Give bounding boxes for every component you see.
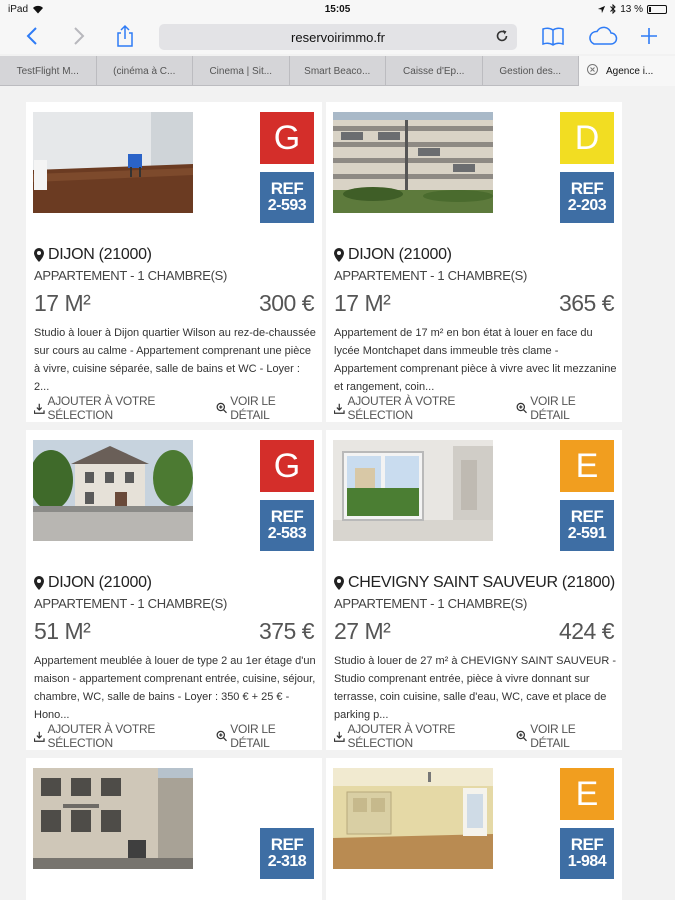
location-arrow-icon: [597, 5, 606, 14]
tab-label: Caisse d'Ep...: [403, 65, 465, 77]
clock: 15:05: [324, 3, 351, 15]
energy-rating-badge: E: [560, 440, 614, 492]
browser-toolbar: [0, 18, 675, 54]
view-detail-link[interactable]: [516, 394, 614, 422]
add-to-selection-label: AJOUTER À VOTRE SÉLECTION: [47, 722, 156, 750]
add-to-selection-link[interactable]: [334, 722, 516, 750]
reload-button[interactable]: [495, 29, 509, 46]
close-tab-button[interactable]: [587, 64, 598, 78]
new-tab-button[interactable]: [637, 24, 661, 48]
reference-badge: [560, 828, 614, 879]
download-icon: [334, 731, 345, 742]
reference-badge: [260, 500, 314, 551]
listing-city[interactable]: [34, 574, 152, 592]
tab-label: TestFlight M...: [16, 65, 79, 77]
view-detail-label: VOIR LE DÉTAIL: [530, 722, 576, 750]
ref-number: 2-583: [267, 525, 307, 543]
device-name: iPad: [8, 3, 29, 15]
listing-actions: [334, 722, 614, 750]
listing-photo[interactable]: [33, 440, 193, 541]
ref-label: REF: [570, 835, 604, 855]
bluetooth-icon: [610, 4, 616, 14]
reference-badge: [560, 172, 614, 223]
view-detail-link[interactable]: [216, 394, 314, 422]
city-label: DIJON (21000): [48, 246, 152, 263]
listing-card: [326, 430, 622, 750]
tab-label: Cinema | Sit...: [209, 65, 273, 77]
listing-photo[interactable]: [33, 768, 193, 869]
back-button[interactable]: [20, 24, 44, 48]
add-to-selection-label: AJOUTER À VOTRE SÉLECTION: [47, 394, 156, 422]
ref-label: REF: [570, 179, 604, 199]
zoom-in-icon: [516, 402, 527, 414]
city-label: DIJON (21000): [348, 246, 452, 263]
city-label: CHEVIGNY SAINT SAUVEUR (21800): [348, 574, 615, 591]
tab-caisse-epargne[interactable]: [386, 56, 483, 86]
listing-photo[interactable]: [333, 112, 493, 213]
add-to-selection-link[interactable]: [34, 394, 216, 422]
property-type: APPARTEMENT - 1 CHAMBRE(S): [34, 268, 228, 283]
share-icon: [115, 24, 135, 48]
tab-label: Smart Beaco...: [304, 65, 371, 77]
add-to-selection-link[interactable]: [334, 394, 516, 422]
ref-number: 2-591: [567, 525, 607, 543]
battery-percent: 13 %: [620, 3, 643, 15]
location-pin-icon: [334, 576, 344, 590]
surface-area: 51 M²: [34, 618, 91, 644]
rent-price: 375 €: [258, 618, 314, 644]
reload-icon: [495, 29, 509, 43]
property-type: APPARTEMENT - 1 CHAMBRE(S): [334, 596, 528, 611]
surface-area: 17 M²: [34, 290, 91, 316]
tab-cinema-search[interactable]: [97, 56, 194, 86]
location-pin-icon: [34, 576, 44, 590]
close-icon: [587, 64, 598, 75]
energy-rating-badge: G: [260, 112, 314, 164]
ref-number: 1-984: [567, 853, 607, 871]
address-bar[interactable]: [159, 24, 517, 50]
property-type: APPARTEMENT - 1 CHAMBRE(S): [34, 596, 228, 611]
tab-cinema-site[interactable]: [193, 56, 290, 86]
energy-rating-badge: D: [560, 112, 614, 164]
listing-card: [26, 102, 322, 422]
ref-label: REF: [270, 179, 304, 199]
share-button[interactable]: [113, 24, 137, 48]
wifi-icon: [32, 5, 44, 14]
listing-actions: [334, 394, 614, 422]
tab-label: (cinéma à C...: [113, 65, 176, 77]
listing-actions: [34, 722, 314, 750]
view-detail-label: VOIR LE DÉTAIL: [230, 722, 276, 750]
listing-description: Studio à louer à Dijon quartier Wilson au rez-de-chaussée sur cours au calme - Appartement comprenant une pièce à vivre, cuisine séparée, salle de bains et WC - Loyer : 2...: [34, 327, 316, 393]
zoom-in-icon: [216, 402, 227, 414]
download-icon: [334, 403, 345, 414]
listing-city[interactable]: [334, 574, 615, 592]
zoom-in-icon: [516, 730, 527, 742]
surface-area: 27 M²: [334, 618, 391, 644]
listing-card: [26, 758, 322, 900]
add-to-selection-link[interactable]: [34, 722, 216, 750]
reference-badge: [260, 828, 314, 879]
ref-label: REF: [270, 835, 304, 855]
reference-badge: [560, 500, 614, 551]
tab-label: Agence i...: [606, 65, 654, 77]
property-type: APPARTEMENT - 1 CHAMBRE(S): [334, 268, 528, 283]
location-pin-icon: [334, 248, 344, 262]
listing-description: Appartement meublée à louer de type 2 au 1er étage d'un maison - appartement comprenant entrée, cuisine, séjour, chambre, WC, salle de bains - Loyer : 350 € + 25 € - Hono...: [34, 655, 316, 721]
battery-icon: [647, 5, 667, 14]
view-detail-label: VOIR LE DÉTAIL: [530, 394, 576, 422]
listing-actions: [34, 394, 314, 422]
rent-price: 424 €: [558, 618, 614, 644]
tab-testflight[interactable]: [0, 56, 97, 86]
chevron-left-icon: [26, 26, 38, 46]
tab-bar: [0, 56, 675, 86]
ref-number: 2-593: [267, 197, 307, 215]
icloud-tabs-button[interactable]: [586, 24, 618, 48]
rent-price: 300 €: [258, 290, 314, 316]
add-to-selection-label: AJOUTER À VOTRE SÉLECTION: [347, 394, 456, 422]
tab-gestion[interactable]: [483, 56, 580, 86]
energy-rating-badge: E: [560, 768, 614, 820]
download-icon: [34, 403, 45, 414]
tab-label: Gestion des...: [499, 65, 562, 77]
listing-grid: [0, 96, 675, 900]
listing-city[interactable]: [34, 246, 152, 264]
listing-photo[interactable]: [333, 440, 493, 541]
view-detail-label: VOIR LE DÉTAIL: [230, 394, 276, 422]
listing-photo[interactable]: [333, 768, 493, 869]
view-detail-link[interactable]: [516, 722, 614, 750]
chevron-right-icon: [73, 26, 85, 46]
bookmarks-button[interactable]: [541, 24, 565, 48]
listing-city[interactable]: [334, 246, 452, 264]
reference-badge: [260, 172, 314, 223]
listing-card: [326, 102, 622, 422]
surface-area: 17 M²: [334, 290, 391, 316]
plus-icon: [639, 26, 659, 46]
listing-description: Appartement de 17 m² en bon état à louer en face du lycée Montchapet dans immeuble très clame - Appartement comprenant pièce à vivre avec lit mezzanine et rangement, coin...: [334, 327, 617, 393]
ref-number: 2-203: [567, 197, 607, 215]
city-label: DIJON (21000): [48, 574, 152, 591]
location-pin-icon: [34, 248, 44, 262]
ref-label: REF: [270, 507, 304, 527]
listing-photo[interactable]: [33, 112, 193, 213]
add-to-selection-label: AJOUTER À VOTRE SÉLECTION: [347, 722, 456, 750]
tab-agence-active[interactable]: [579, 56, 675, 86]
ref-number: 2-318: [267, 853, 307, 871]
zoom-in-icon: [216, 730, 227, 742]
battery-level: [649, 7, 651, 12]
download-icon: [34, 731, 45, 742]
rent-price: 365 €: [558, 290, 614, 316]
listing-description: Studio à louer de 27 m² à CHEVIGNY SAINT SAUVEUR - Studio comprenant entrée, pièce à vivre donnant sur terrasse, coin cuisine, salle d'eau, WC, cave et place de parking p...: [334, 655, 617, 721]
cloud-icon: [586, 25, 618, 47]
tab-smart-beacon[interactable]: [290, 56, 387, 86]
book-icon: [541, 26, 565, 46]
view-detail-link[interactable]: [216, 722, 314, 750]
energy-rating-badge: G: [260, 440, 314, 492]
listing-card: [326, 758, 622, 900]
url-text: reservoirimmo.fr: [291, 29, 385, 45]
listing-card: [26, 430, 322, 750]
ref-label: REF: [570, 507, 604, 527]
status-bar: [0, 0, 675, 18]
forward-button[interactable]: [67, 24, 91, 48]
